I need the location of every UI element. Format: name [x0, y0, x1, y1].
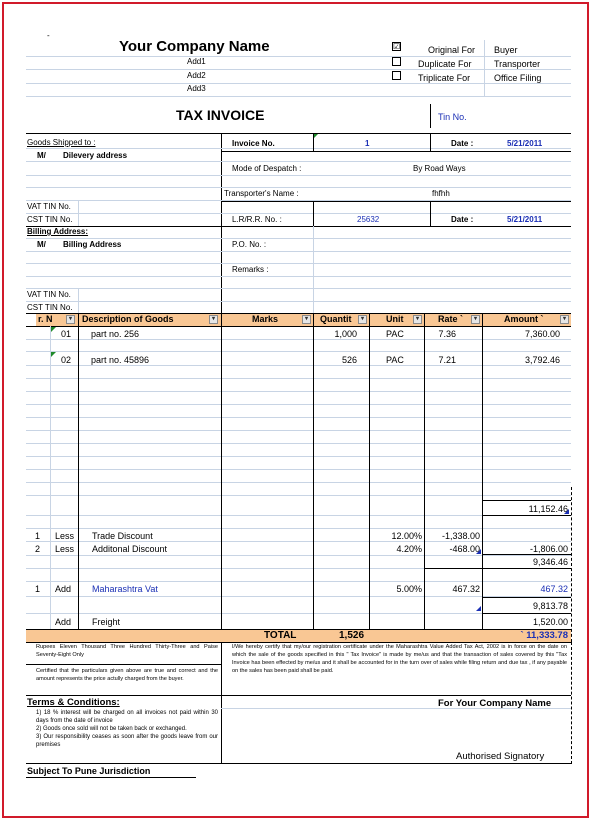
filter-dropdown-icon[interactable]: ▾ [358, 315, 367, 324]
company-name: Your Company Name [119, 38, 270, 55]
copy-for-original: Buyer [494, 45, 518, 55]
copy-checkbox-triplicate[interactable] [392, 71, 401, 80]
jurisdiction: Subject To Pune Jurisdiction [27, 766, 151, 776]
copy-for-duplicate: Transporter [494, 59, 541, 69]
discount-value: -1,338.00 [441, 531, 480, 541]
discount-percent: 12.00% [391, 531, 422, 541]
item-description: part no. 45896 [91, 355, 150, 365]
cell-marker [51, 327, 56, 332]
billing-prefix: M/ [37, 240, 46, 249]
despatch-value: By Road Ways [413, 164, 466, 173]
freight-amount: 1,520.00 [532, 617, 568, 627]
copy-checkbox-duplicate[interactable] [392, 57, 401, 66]
po-label: P.O. No. : [232, 240, 267, 249]
col-header-amount[interactable]: Amount ` ▾ [482, 313, 571, 326]
remarks-label: Remarks : [232, 265, 269, 274]
tax-declaration: I/We hereby certify that my/our registration certificate under the Maharashtra Value Added Tax Act, 2002 is in force on the date on which the sale of the goods specified in this " Tax Invoice" is made by me/us and that the transaction of sales covered by this "Tax Invoice has been effected by me/us and it shall be accounted for in the turn over of sales while filing return and due tax , if any payable on the sales has been paid shall be paid. [232, 644, 567, 674]
company-address-2: Add2 [187, 71, 206, 80]
item-description: part no. 256 [91, 329, 140, 339]
billing-address: Billing Address [63, 240, 122, 249]
invoice-title: TAX INVOICE [176, 107, 265, 123]
subtotal: 11,152.46 [528, 504, 568, 514]
total-label: TOTAL [264, 630, 297, 641]
item-unit: PAC [386, 329, 404, 339]
invoice-date-label: Date : [451, 139, 474, 148]
shipping-heading: Goods Shipped to : [27, 138, 96, 147]
tax-type: Add [55, 584, 72, 594]
company-address-1: Add1 [187, 57, 206, 66]
amount-in-words: Rupees Eleven Thousand Three Hundred Thirty-Three and Paise Seventy-Eight Only [36, 644, 218, 658]
item-sr: 02 [61, 355, 72, 365]
discount-type: Less [55, 544, 75, 554]
item-amount: 3,792.46 [524, 355, 560, 365]
copy-label-triplicate: Triplicate For [418, 73, 471, 83]
item-rate: 7.21 [438, 355, 456, 365]
tax-description: Maharashtra Vat [92, 584, 158, 594]
billing-heading: Billing Address: [27, 227, 89, 236]
shipping-cst-tin: CST TIN No. [27, 215, 73, 224]
filter-dropdown-icon[interactable]: ▾ [302, 315, 311, 324]
invoice-no: 1 [365, 139, 370, 148]
copy-checkbox-original[interactable]: ☑ [393, 42, 401, 51]
shipping-address: Dilevery address [63, 151, 128, 160]
item-amount: 7,360.00 [524, 329, 560, 339]
invoice-no-label: Invoice No. [232, 139, 275, 148]
item-sr: 01 [61, 329, 72, 339]
col-header-marks[interactable]: Marks ▾ [221, 313, 313, 326]
cell-marker [564, 509, 569, 514]
tin-label: Tin No. [438, 112, 467, 122]
discount-description: Trade Discount [92, 531, 153, 541]
col-header-quantity[interactable]: Quantit ▾ [313, 313, 369, 326]
billing-vat-tin: VAT TIN No. [27, 290, 71, 299]
cell-marker [476, 549, 481, 554]
discount-percent: 4.20% [396, 544, 422, 554]
terms-item: 3) Our responsibility ceases as soon after the goods leave from our premises [36, 734, 218, 748]
freight-description: Freight [92, 617, 121, 627]
discount-type: Less [55, 531, 75, 541]
filter-dropdown-icon[interactable]: ▾ [209, 315, 218, 324]
transporter-value: fhfhh [432, 189, 450, 198]
discount-number: 1 [35, 531, 41, 541]
shipping-prefix: M/ [37, 151, 46, 160]
tax-amount: 467.32 [540, 584, 568, 594]
copy-label-duplicate: Duplicate For [418, 59, 472, 69]
item-quantity: 1,000 [334, 329, 357, 339]
terms-heading: Terms & Conditions: [27, 697, 120, 708]
billing-cst-tin: CST TIN No. [27, 303, 73, 312]
discount-total: -1,806.00 [529, 544, 568, 554]
tax-number: 1 [35, 584, 41, 594]
grand-total: ` 11,333.78 [520, 630, 568, 641]
filter-dropdown-icon[interactable]: ▾ [66, 315, 75, 324]
lr-date: 5/21/2011 [507, 215, 543, 224]
terms-item: 2) Goods once sold will not be taken back or exchanged. [36, 726, 187, 732]
item-unit: PAC [386, 355, 404, 365]
item-quantity: 526 [341, 355, 357, 365]
company-address-3: Add3 [187, 84, 206, 93]
tax-value: 467.32 [452, 584, 480, 594]
discount-description: Additonal Discount [92, 544, 168, 554]
filter-dropdown-icon[interactable]: ▾ [413, 315, 422, 324]
lr-date-label: Date : [451, 215, 474, 224]
certification-text: Certified that the particulars given above are true and correct and the amount represents the price actully charged from the buyer. [36, 668, 218, 682]
filter-dropdown-icon[interactable]: ▾ [471, 315, 480, 324]
terms-item: 1) 18 % interest will be charged on all invoices not paid within 30 days from the date of invoice [36, 710, 218, 724]
transporter-label: Transporter's Name : [224, 189, 299, 198]
filter-dropdown-icon[interactable]: ▾ [560, 315, 569, 324]
copy-for-triplicate: Office Filing [494, 73, 542, 83]
corner-mark: - [47, 31, 50, 40]
after-discount-total: 9,346.46 [532, 557, 568, 567]
item-rate: 7.36 [438, 329, 456, 339]
cell-marker [476, 606, 481, 611]
cell-marker [51, 352, 56, 357]
shipping-vat-tin: VAT TIN No. [27, 202, 71, 211]
tax-percent: 5.00% [396, 584, 422, 594]
freight-type: Add [55, 617, 72, 627]
col-header-sr[interactable]: r. N ▾ [36, 313, 78, 326]
authorised-signatory: Authorised Signatory [456, 751, 545, 762]
copy-label-original: Original For [428, 45, 476, 55]
after-tax-total: 9,813.78 [532, 601, 568, 611]
col-header-rate[interactable]: Rate ` ▾ [424, 313, 482, 326]
for-company-name: For Your Company Name [438, 698, 552, 709]
discount-number: 2 [35, 544, 41, 554]
lr-label: L.R/R.R. No. : [232, 215, 282, 224]
lr-value: 25632 [357, 215, 380, 224]
col-header-description[interactable]: Description of Goods ▾ [78, 313, 221, 326]
total-quantity: 1,526 [339, 630, 365, 641]
discount-value: -468.00 [449, 544, 480, 554]
invoice-date: 5/21/2011 [507, 139, 543, 148]
despatch-label: Mode of Despatch : [232, 164, 302, 173]
col-header-unit[interactable]: Unit ▾ [369, 313, 424, 326]
